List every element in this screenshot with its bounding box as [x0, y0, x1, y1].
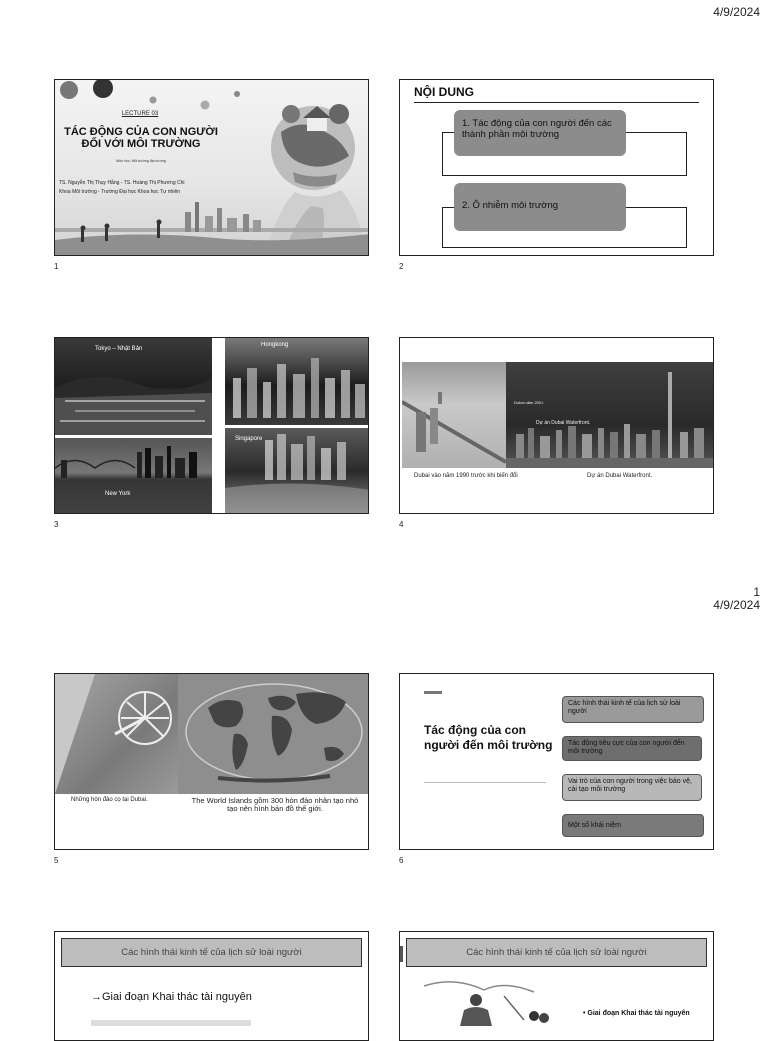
singapore-photo: [225, 428, 369, 514]
slide-heading: Các hình thái kinh tế của lịch sử loài người: [61, 938, 362, 967]
photo-caption: Dự án Dubai Waterfront.: [587, 473, 653, 479]
slide-title-line: ĐỐI VỚI MÔI TRƯỜNG: [81, 138, 201, 150]
palm-island-image: [55, 674, 178, 794]
photo-caption: Những hòn đảo cọ tại Dubai.: [71, 797, 148, 803]
slide-thumbnail-7[interactable]: [54, 931, 369, 1041]
hongkong-photo: [225, 338, 369, 425]
slide-number: 6: [399, 856, 404, 865]
slide-number: 3: [54, 520, 59, 529]
slide-number: 2: [399, 262, 404, 271]
authors-text: TS. Nguyễn Thị Thụy Hằng - TS. Hoàng Thị Phương Chi: [59, 180, 185, 186]
world-islands-image: [178, 674, 369, 794]
bullet-item: →Giai đoạn Khai thác tài nguyên: [91, 991, 252, 1003]
topic-label: Vai trò của con người trong việc bảo vệ, cải tạo môi trường: [568, 778, 692, 793]
city-skyline-image: [55, 438, 212, 514]
left-accent: [400, 946, 403, 962]
slide-heading: NỘI DUNG: [414, 85, 474, 99]
title-underline: [424, 782, 546, 783]
slide-thumbnail-5[interactable]: [54, 673, 369, 850]
subject-label: Môn học: Môi trường đại cương: [116, 159, 166, 163]
slide-title: [55, 126, 227, 150]
topic-button-3[interactable]: [562, 774, 702, 801]
topic-button-2[interactable]: [562, 736, 702, 761]
topic-button-4[interactable]: [562, 814, 704, 837]
title-slide-illustration: [55, 80, 369, 256]
page-date: 4/9/2024: [713, 598, 760, 612]
bullet-item: • Giai đoạn Khai thác tài nguyên: [583, 1010, 690, 1017]
desert-road-image: [402, 362, 506, 468]
slide-title: Tác động của con người đến môi trường: [424, 723, 553, 752]
content-item-label: 2. Ô nhiễm môi trường: [462, 200, 559, 211]
topic-label: Tác động tiêu cực của con người đến môi trường: [568, 740, 685, 755]
dubai-waterfront-photo: [506, 362, 714, 468]
city-night-image: [225, 338, 369, 425]
bullet-item-partial: [91, 1020, 251, 1026]
photo-label: New York: [105, 491, 131, 497]
lecture-label: LECTURE 03: [121, 111, 159, 117]
slide-number: 4: [399, 520, 404, 529]
topic-label: Các hình thái kinh tế của lịch sử loài người: [568, 700, 681, 715]
topic-label: Một số khái niệm: [568, 822, 621, 829]
photo-overlay-label: Dự án Dubai Waterfront.: [536, 420, 591, 426]
slide-thumbnail-2[interactable]: [399, 79, 714, 256]
content-item-1[interactable]: [454, 110, 626, 156]
photo-caption: Dubai vào năm 1990 trước khi biến đổi: [414, 473, 518, 479]
slide-thumbnail-4[interactable]: [399, 337, 714, 514]
photo-label: Singapore: [235, 436, 263, 442]
photo-label: Hongkong: [261, 342, 289, 348]
heading-underline: [414, 102, 699, 103]
content-item-label: 1. Tác động của con người đến các thành phần môi trường: [462, 118, 612, 140]
faculty-text: Khoa Môi trường - Trường Đại học Khoa học Tự nhiên: [59, 189, 181, 195]
palm-islands-photo: [55, 674, 178, 794]
prehistoric-people-image: [414, 976, 574, 1026]
slide-thumbnail-1[interactable]: [54, 79, 369, 256]
slide-heading: Các hình thái kinh tế của lịch sử loài người: [406, 938, 707, 967]
page-date: 4/9/2024: [713, 5, 760, 19]
content-item-2[interactable]: [454, 183, 626, 231]
photo-caption: The World Islands gồm 300 hòn đảo nhân tạo nhỏ tạo nên hình bản đồ thế giới.: [191, 796, 359, 813]
slide-thumbnail-6[interactable]: [399, 673, 714, 850]
world-islands-photo: [178, 674, 369, 794]
slide-title-line: TÁC ĐỘNG CỦA CON NGƯỜI: [64, 126, 218, 138]
photo-overlay-label: Dubai năm 2001: [514, 400, 544, 405]
page-number: 1: [753, 585, 760, 599]
slide-number: 1: [54, 262, 59, 271]
topic-button-1[interactable]: [562, 696, 704, 723]
slide-thumbnail-8[interactable]: [399, 931, 714, 1041]
photo-label: Tokyo – Nhật Bản: [95, 346, 143, 352]
newyork-photo: [55, 438, 212, 514]
city-night-image: [55, 338, 212, 435]
dubai-1990-photo: [402, 362, 506, 468]
tokyo-photo: [55, 338, 212, 435]
skyline-night-image: [506, 362, 714, 468]
slide-thumbnail-3[interactable]: [54, 337, 369, 514]
accent-bar: [424, 691, 442, 694]
slide-number: 5: [54, 856, 59, 865]
